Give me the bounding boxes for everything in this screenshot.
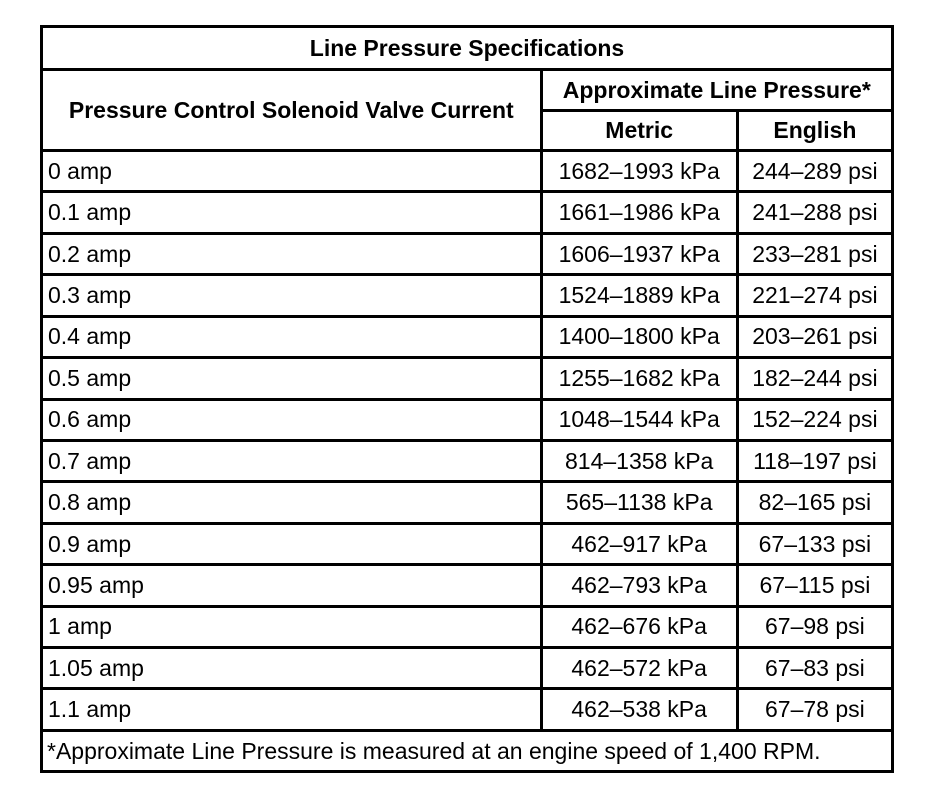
title-row — [42, 27, 893, 70]
current-cell: 0.2 amp — [42, 233, 542, 274]
english-cell: 67–115 psi — [737, 565, 892, 606]
metric-cell: 1661–1986 kPa — [541, 192, 737, 233]
table-row — [42, 358, 893, 399]
current-cell: 0.9 amp — [42, 523, 542, 564]
current-cell: 0.8 amp — [42, 482, 542, 523]
current-cell: 0.5 amp — [42, 358, 542, 399]
table-row — [42, 275, 893, 316]
english-cell: 241–288 psi — [737, 192, 892, 233]
english-cell: 182–244 psi — [737, 358, 892, 399]
table-row — [42, 565, 893, 606]
metric-cell: 462–676 kPa — [541, 606, 737, 647]
english-cell: 67–98 psi — [737, 606, 892, 647]
english-cell: 118–197 psi — [737, 440, 892, 481]
table-row — [42, 523, 893, 564]
english-cell: 244–289 psi — [737, 151, 892, 192]
current-cell: 1 amp — [42, 606, 542, 647]
table-row — [42, 482, 893, 523]
metric-cell: 565–1138 kPa — [541, 482, 737, 523]
english-cell: 67–133 psi — [737, 523, 892, 564]
current-column-header: Pressure Control Solenoid Valve Current — [42, 70, 542, 151]
english-cell: 82–165 psi — [737, 482, 892, 523]
footnote-row — [42, 731, 893, 772]
current-cell: 0.4 amp — [42, 316, 542, 357]
metric-cell: 1682–1993 kPa — [541, 151, 737, 192]
table-row — [42, 648, 893, 689]
english-cell: 67–83 psi — [737, 648, 892, 689]
table-row — [42, 151, 893, 192]
current-cell: 0.7 amp — [42, 440, 542, 481]
metric-cell: 814–1358 kPa — [541, 440, 737, 481]
metric-cell: 1400–1800 kPa — [541, 316, 737, 357]
table-row — [42, 440, 893, 481]
current-cell: 0 amp — [42, 151, 542, 192]
current-cell: 0.95 amp — [42, 565, 542, 606]
table-row — [42, 192, 893, 233]
metric-column-header: Metric — [541, 111, 737, 151]
footnote: *Approximate Line Pressure is measured at an engine speed of 1,400 RPM. — [42, 731, 893, 772]
table-row — [42, 689, 893, 731]
metric-cell: 462–793 kPa — [541, 565, 737, 606]
table-row — [42, 316, 893, 357]
metric-cell: 462–917 kPa — [541, 523, 737, 564]
table-row — [42, 233, 893, 274]
table-row — [42, 606, 893, 647]
english-cell: 152–224 psi — [737, 399, 892, 440]
english-cell: 203–261 psi — [737, 316, 892, 357]
current-cell: 0.6 amp — [42, 399, 542, 440]
table-row — [42, 399, 893, 440]
metric-cell: 1606–1937 kPa — [541, 233, 737, 274]
current-cell: 0.1 amp — [42, 192, 542, 233]
english-cell: 67–78 psi — [737, 689, 892, 731]
line-pressure-table — [40, 25, 894, 773]
metric-cell: 462–538 kPa — [541, 689, 737, 731]
current-cell: 0.3 amp — [42, 275, 542, 316]
table-body — [42, 151, 893, 731]
metric-cell: 1048–1544 kPa — [541, 399, 737, 440]
current-cell: 1.05 amp — [42, 648, 542, 689]
table-title: Line Pressure Specifications — [42, 27, 893, 70]
current-cell: 1.1 amp — [42, 689, 542, 731]
metric-cell: 462–572 kPa — [541, 648, 737, 689]
metric-cell: 1524–1889 kPa — [541, 275, 737, 316]
metric-cell: 1255–1682 kPa — [541, 358, 737, 399]
english-column-header: English — [737, 111, 892, 151]
approximate-pressure-header: Approximate Line Pressure* — [541, 70, 892, 111]
english-cell: 233–281 psi — [737, 233, 892, 274]
english-cell: 221–274 psi — [737, 275, 892, 316]
header-row — [42, 70, 893, 111]
